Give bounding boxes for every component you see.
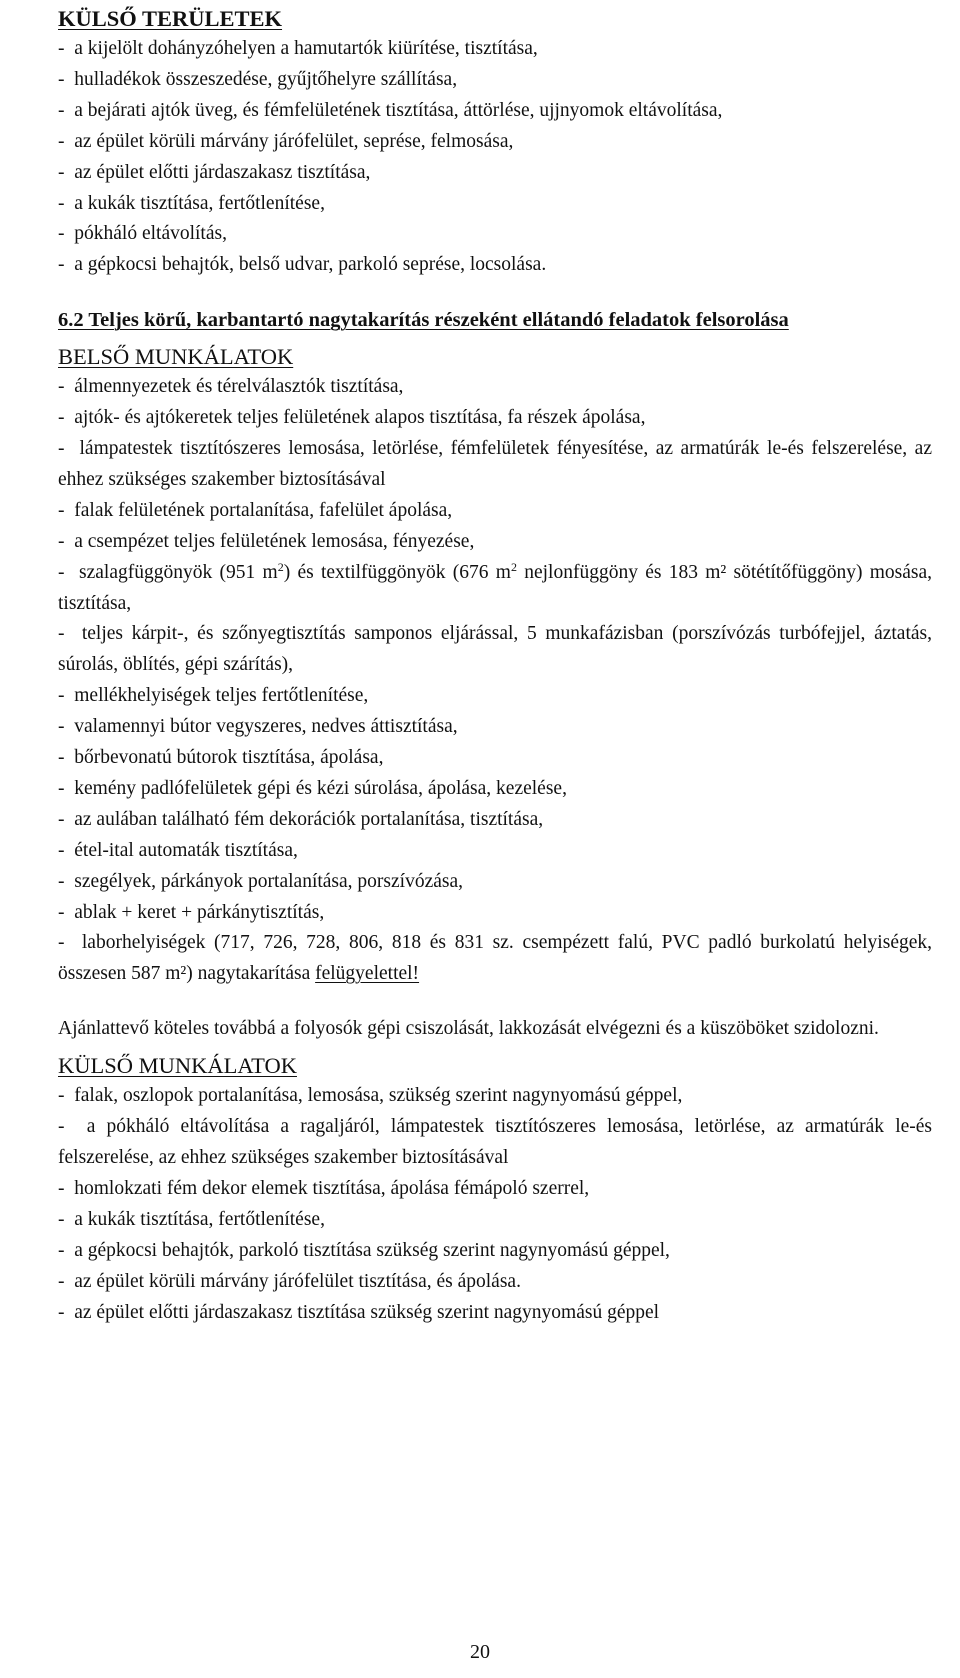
bidder-note: Ajánlattevő köteles továbbá a folyosók gépi csiszolását, lakkozását elvégezni és a küszöböket szidolozni.: [58, 1018, 879, 1040]
list-item: - pókháló eltávolítás,: [58, 219, 932, 250]
internal-works-heading: BELSŐ MUNKÁLATOK: [58, 344, 294, 370]
list-item: - a kukák tisztítása, fertőtlenítése,: [58, 1205, 932, 1236]
document-page: [58, 4, 932, 1328]
list-item: - mellékhelyiségek teljes fertőtlenítése,: [58, 681, 932, 712]
external-area-list: [58, 34, 932, 281]
list-item: - homlokzati fém dekor elemek tisztítása, ápolása fémápoló szerrel,: [58, 1174, 932, 1205]
list-item: - valamennyi bútor vegyszeres, nedves áttisztítása,: [58, 712, 932, 743]
list-item: - a kijelölt dohányzóhelyen a hamutartók kiürítése, tisztítása,: [58, 34, 932, 65]
spacer: [58, 281, 932, 305]
superscript: 2: [510, 559, 517, 574]
internal-works-list: [58, 372, 932, 990]
list-item: - a bejárati ajtók üveg, és fémfelületének tisztítása, áttörlése, ujjnyomok eltávolítása,: [58, 96, 932, 127]
curtain-text-1: szalagfüggönyök (951 m: [79, 561, 278, 583]
spacer: [58, 990, 932, 1014]
list-item: - hulladékok összeszedése, gyűjtőhelyre szállítása,: [58, 65, 932, 96]
external-works-heading: KÜLSŐ MUNKÁLATOK: [58, 1053, 297, 1079]
lab-list-item: [58, 928, 932, 990]
list-item: - az épület előtti járdaszakasz tisztítása,: [58, 158, 932, 189]
list-item: - az épület körüli márvány járófelület, seprése, felmosása,: [58, 127, 932, 158]
list-item: - ajtók- és ajtókeretek teljes felületének alapos tisztítása, fa részek ápolása,: [58, 403, 932, 434]
list-item: - az épület körüli márvány járófelület tisztítása, és ápolása.: [58, 1267, 932, 1298]
list-item: - a kukák tisztítása, fertőtlenítése,: [58, 189, 932, 220]
list-item: - lámpatestek tisztítószeres lemosása, letörlése, fémfelületek fényesítése, az armatúrák le-és felszerelése, az ehhez szükséges szakember biztosításával: [58, 434, 932, 496]
list-item: - az épület előtti járdaszakasz tisztítása szükség szerint nagynyomású géppel: [58, 1298, 932, 1329]
list-item: - kemény padlófelületek gépi és kézi súrolása, ápolása, kezelése,: [58, 774, 932, 805]
list-item: - falak felületének portalanítása, fafelület ápolása,: [58, 496, 932, 527]
list-item: - ablak + keret + párkánytisztítás,: [58, 898, 932, 929]
list-item: - szegélyek, párkányok portalanítása, porszívózása,: [58, 867, 932, 898]
list-item: - a gépkocsi behajtók, parkoló tisztítása szükség szerint nagynyomású géppel,: [58, 1236, 932, 1267]
list-item: - teljes kárpit-, és szőnyegtisztítás samponos eljárással, 5 munkafázisban (porszívózás turbófejjel, áztatás, súrolás, öblítés, gépi szárítás),: [58, 619, 932, 681]
section-title: 6.2 Teljes körű, karbantartó nagytakarítás részeként ellátandó feladatok felsorolása: [58, 309, 789, 332]
supervision-emphasis: felügyelettel!: [315, 963, 420, 985]
list-item: - álmennyezetek és térelválasztók tisztítása,: [58, 372, 932, 403]
superscript: 2: [277, 559, 284, 574]
curtain-text-2: ) és textilfüggönyök (676 m: [283, 561, 511, 583]
page-number: 20: [470, 1641, 490, 1663]
list-item: - bőrbevonatú bútorok tisztítása, ápolása,: [58, 743, 932, 774]
list-item: - étel-ital automaták tisztítása,: [58, 836, 932, 867]
list-item: - a csempézet teljes felületének lemosása, fényezése,: [58, 527, 932, 558]
external-area-heading: KÜLSŐ TERÜLETEK: [58, 6, 283, 31]
list-item: - a gépkocsi behajtók, belső udvar, parkoló seprése, locsolása.: [58, 250, 932, 281]
lab-text: laborhelyiségek (717, 726, 728, 806, 818 és 831 sz. csempézett falú, PVC padló burkolatú helyiségek, összesen 587 m²) nagytakarítása: [58, 932, 932, 985]
list-item: - falak, oszlopok portalanítása, lemosása, szükség szerint nagynyomású géppel,: [58, 1081, 932, 1112]
curtain-list-item: [58, 558, 932, 620]
curtain-text-3: nejlonfüggöny és 183 m² sötétítőfüggöny) mosása, tisztítása,: [58, 561, 932, 614]
external-works-list: [58, 1081, 932, 1328]
list-item: - a pókháló eltávolítása a ragaljáról, lámpatestek tisztítószeres lemosása, letörlése, az armatúrák le-és felszerelése, az ehhez szükséges szakember biztosításával: [58, 1112, 932, 1174]
list-item: - az aulában található fém dekorációk portalanítása, tisztítása,: [58, 805, 932, 836]
